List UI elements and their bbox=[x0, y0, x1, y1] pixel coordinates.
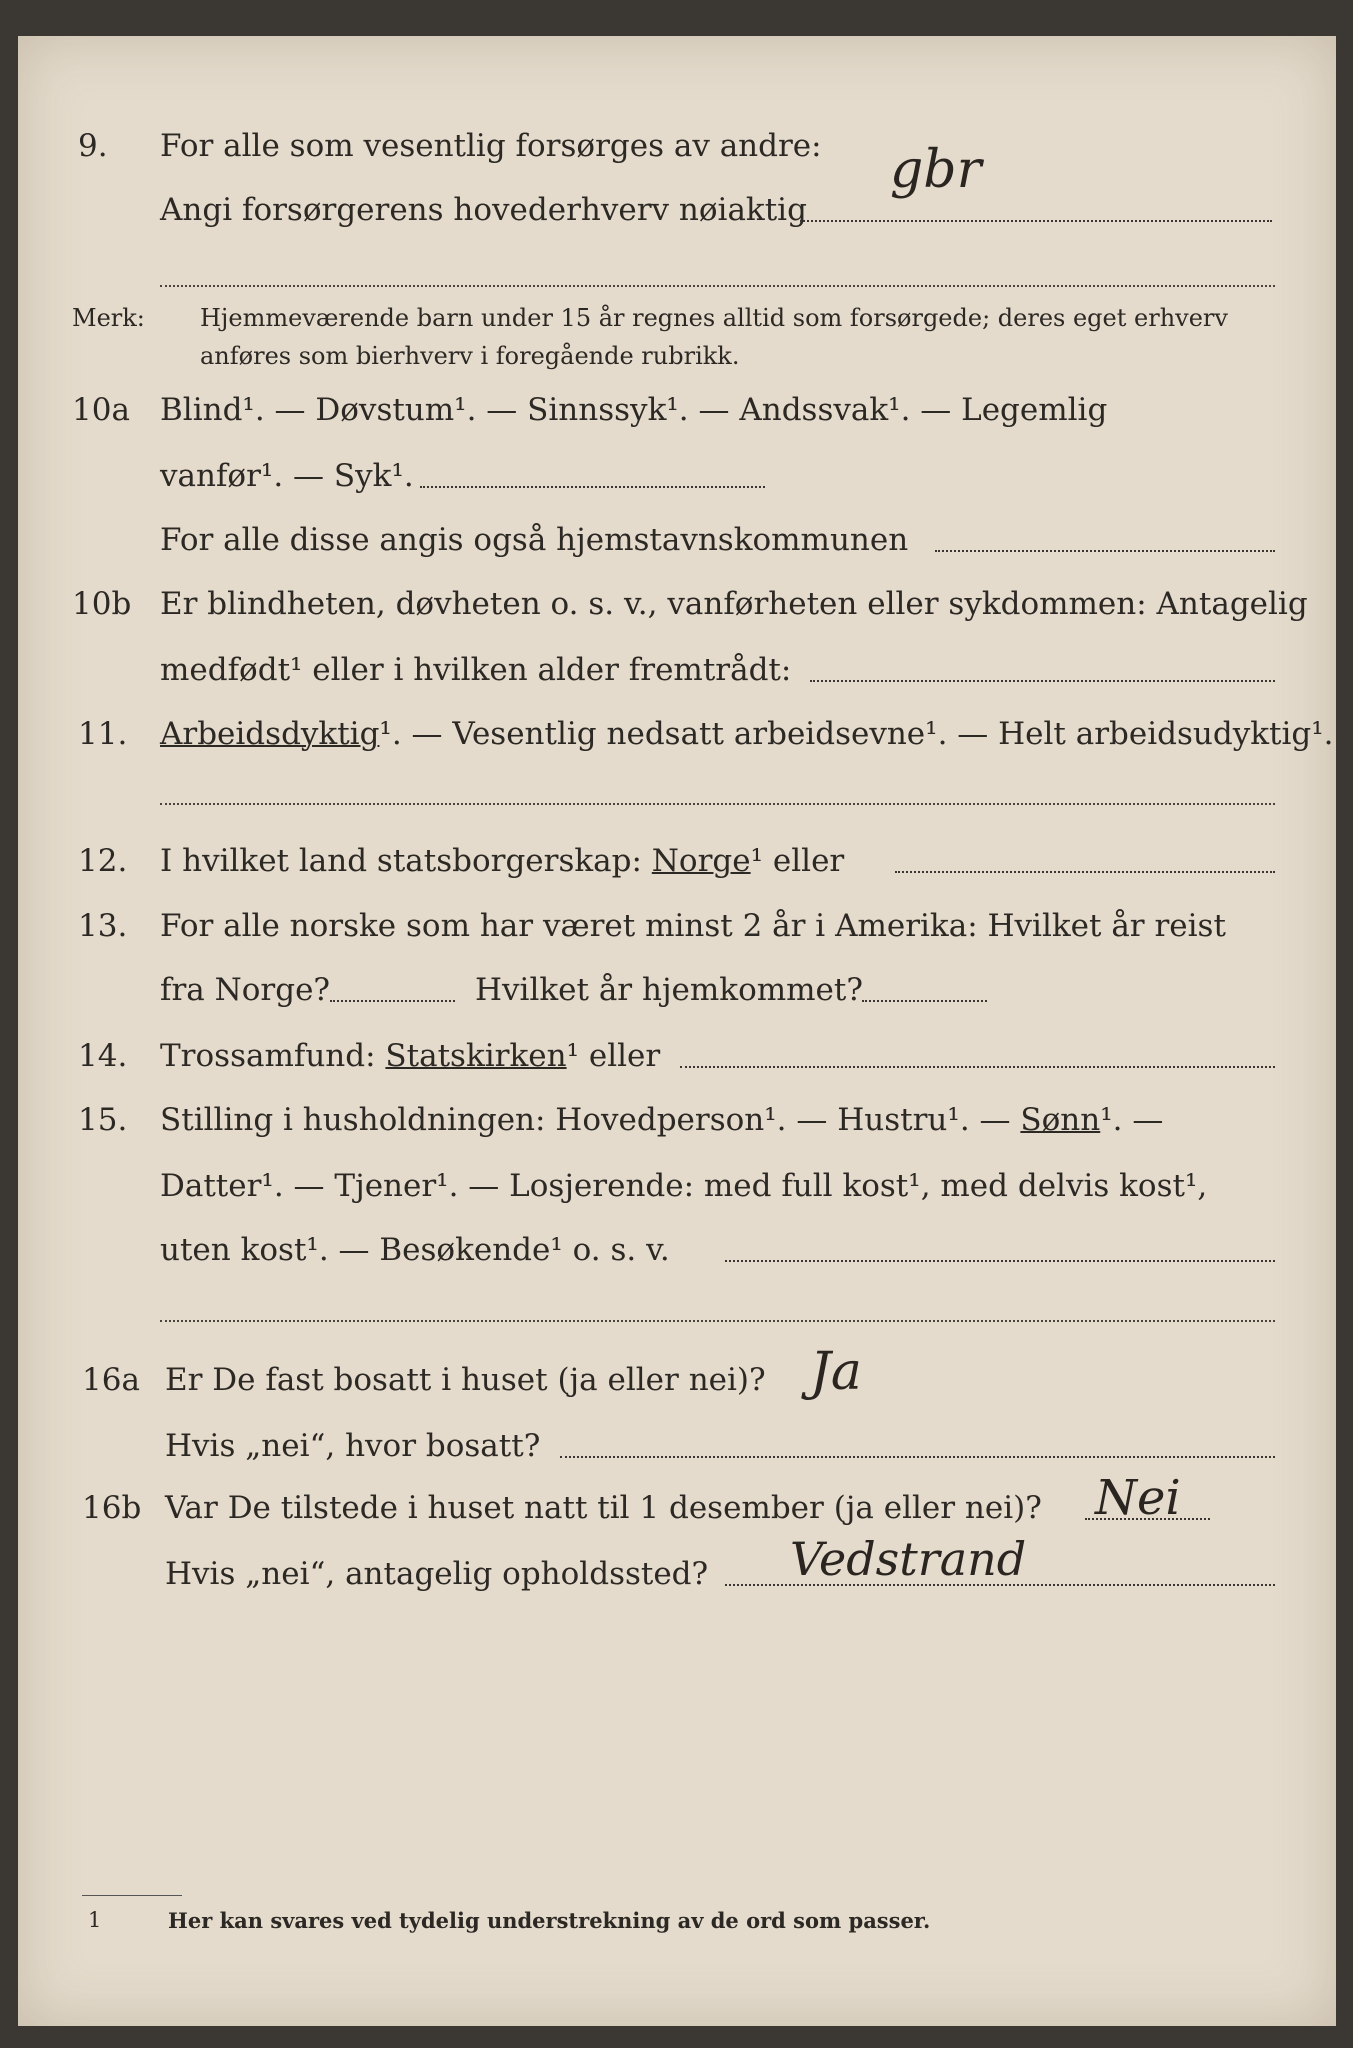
question-text: For alle norske som har været minst 2 år i Amerika: Hvilket år reist bbox=[160, 908, 1226, 944]
answer-line bbox=[160, 285, 1275, 287]
question-number: 9. bbox=[78, 128, 108, 164]
question-number: 11. bbox=[78, 716, 128, 752]
answer-line bbox=[810, 680, 1275, 682]
question-text bbox=[160, 1038, 660, 1074]
answer-line bbox=[160, 1320, 1275, 1322]
question-text-post: ¹ eller bbox=[566, 1038, 661, 1074]
question-text-post: ¹ eller bbox=[750, 843, 845, 879]
footnote-text: Her kan svares ved tydelig understrekning av de ord som passer. bbox=[168, 1908, 931, 1933]
handwritten-answer: gbr bbox=[890, 140, 982, 200]
footnote-mark: 1 bbox=[88, 1908, 102, 1932]
note-text: anføres som bierhverv i foregående rubrikk. bbox=[200, 342, 740, 370]
answer-line bbox=[560, 1456, 1275, 1458]
question-text: vanfør¹. — Syk¹. bbox=[160, 458, 414, 494]
question-text-pre: Stilling i husholdningen: Hovedperson¹. — Hustru¹. — bbox=[160, 1102, 1011, 1138]
answer-line bbox=[935, 550, 1275, 552]
question-text: For alle som vesentlig forsørges av andre: bbox=[160, 128, 822, 164]
answer-line bbox=[420, 486, 765, 488]
answer-line bbox=[800, 220, 1272, 222]
answer-line bbox=[330, 1000, 455, 1002]
question-number: 10a bbox=[72, 392, 130, 428]
note-text: Hjemmeværende barn under 15 år regnes alltid som forsørgede; deres eget erhverv bbox=[200, 304, 1228, 332]
footnote-divider bbox=[82, 1895, 182, 1896]
question-number: 15. bbox=[78, 1102, 128, 1138]
answer-line bbox=[1085, 1518, 1210, 1520]
question-number: 10b bbox=[72, 586, 132, 622]
question-text-post: ¹. — bbox=[1100, 1102, 1164, 1138]
question-text: uten kost¹. — Besøkende¹ o. s. v. bbox=[160, 1232, 670, 1268]
underlined-answer: Statskirken bbox=[385, 1038, 567, 1074]
note-label: Merk: bbox=[72, 304, 145, 332]
question-number: 13. bbox=[78, 908, 128, 944]
question-text: medfødt¹ eller i hvilken alder fremtrådt: bbox=[160, 652, 792, 688]
question-text bbox=[160, 1102, 1163, 1138]
underlined-answer: Arbeidsdyktig bbox=[160, 716, 380, 752]
question-text-pre: I hvilket land statsborgerskap: bbox=[160, 843, 642, 879]
handwritten-answer: Ja bbox=[810, 1342, 862, 1402]
question-text-rest: ¹. — Vesentlig nedsatt arbeidsevne¹. — Helt arbeidsudyktig¹. bbox=[379, 716, 1334, 752]
underlined-answer: Sønn bbox=[1020, 1102, 1101, 1138]
question-text: For alle disse angis også hjemstavnskommunen bbox=[160, 522, 909, 558]
answer-line bbox=[725, 1260, 1275, 1262]
underlined-answer: Norge bbox=[651, 843, 751, 879]
question-text: Hvis „nei“, antagelig opholdssted? bbox=[165, 1556, 709, 1592]
answer-line bbox=[862, 1000, 987, 1002]
answer-line bbox=[160, 803, 1275, 805]
answer-line bbox=[680, 1066, 1275, 1068]
question-number: 14. bbox=[78, 1038, 128, 1074]
question-text: Hvilket år hjemkommet? bbox=[475, 972, 863, 1008]
question-text: Er De fast bosatt i huset (ja eller nei)? bbox=[165, 1362, 766, 1398]
question-text: Hvis „nei“, hvor bosatt? bbox=[165, 1428, 541, 1464]
answer-line bbox=[895, 871, 1275, 873]
question-text bbox=[160, 843, 844, 879]
question-text: Er blindheten, døvheten o. s. v., vanførheten eller sykdommen: Antagelig bbox=[160, 586, 1308, 622]
question-number: 12. bbox=[78, 843, 128, 879]
question-text: fra Norge? bbox=[160, 972, 331, 1008]
question-text: Var De tilstede i huset natt til 1 desember (ja eller nei)? bbox=[165, 1490, 1042, 1526]
question-text-pre: Trossamfund: bbox=[160, 1038, 376, 1074]
question-text: Datter¹. — Tjener¹. — Losjerende: med full kost¹, med delvis kost¹, bbox=[160, 1168, 1208, 1204]
question-text bbox=[160, 716, 1334, 752]
question-number: 16b bbox=[82, 1490, 142, 1526]
question-number: 16a bbox=[82, 1362, 140, 1398]
handwritten-answer: Vedstrand bbox=[790, 1532, 1027, 1586]
question-text: Angi forsørgerens hovederhverv nøiaktig bbox=[160, 192, 807, 228]
handwritten-answer: Nei bbox=[1095, 1470, 1181, 1526]
question-text: Blind¹. — Døvstum¹. — Sinnssyk¹. — Andssvak¹. — Legemlig bbox=[160, 392, 1108, 428]
